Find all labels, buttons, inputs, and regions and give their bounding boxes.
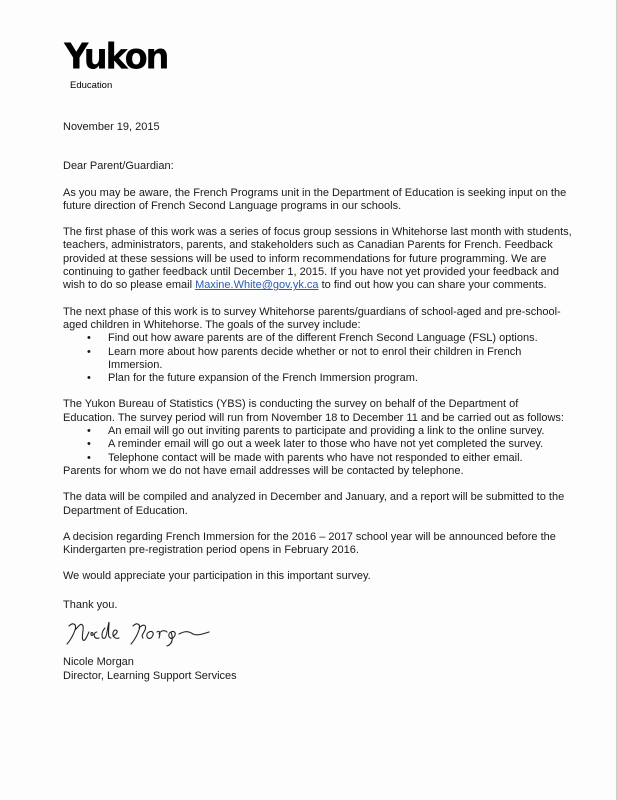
yukon-education-logo xyxy=(64,36,174,96)
paragraph-first-phase xyxy=(63,226,573,292)
email-link[interactable]: Maxine.White@gov.yk.ca xyxy=(195,279,319,292)
list-item: • Learn more about how parents decide whether or not to enrol their children in French Immersion. xyxy=(63,346,573,373)
list-item: • Find out how aware parents are of the different French Second Language (FSL) options. xyxy=(63,332,573,345)
closing: Thank you. xyxy=(63,599,118,611)
list-item: • Telephone contact will be made with parents who have not responded to either email. xyxy=(63,452,573,465)
list-item: • Plan for the future expansion of the French Immersion program. xyxy=(63,372,573,385)
sender-title: Director, Learning Support Services xyxy=(63,670,237,682)
logo-wordmark: Yukon xyxy=(64,36,168,78)
letter-date: November 19, 2015 xyxy=(63,121,160,133)
handwritten-signature xyxy=(63,612,213,648)
list-item: • An email will go out inviting parents to participate and providing a link to the online survey. xyxy=(63,425,573,438)
list-item: • A reminder email will go out a week later to those who have not yet completed the survey. xyxy=(63,438,573,451)
sender-name: Nicole Morgan xyxy=(63,656,134,668)
paragraph-telephone-note: Parents for whom we do not have email addresses will be contacted by telephone. xyxy=(63,464,464,477)
logo-subtitle: Education xyxy=(70,80,113,91)
paragraph-first-phase-end: to find out how you can share your comments. xyxy=(318,279,547,292)
paragraph-intro: As you may be aware, the French Programs unit in the Department of Education is seeking input on the future direction of French Second Language programs in our schools. xyxy=(63,186,567,212)
salutation: Dear Parent/Guardian: xyxy=(63,160,174,173)
paragraph-decision: A decision regarding French Immersion for the 2016 – 2017 school year will be announced before the Kindergarten pre-registration period opens in February 2016. xyxy=(63,530,556,557)
paragraph-data: The data will be compiled and analyzed in December and January, and a report will be submitted to the Department of Education. xyxy=(63,491,565,517)
paragraph-appreciation: We would appreciate your participation in this important survey. xyxy=(63,570,371,583)
paragraph-next-phase: The next phase of this work is to survey Whitehorse parents/guardians of school-aged and pre-school-aged children in Whitehorse. The goals of the survey include: xyxy=(63,305,561,331)
survey-goals-list xyxy=(63,332,573,385)
survey-steps-list xyxy=(63,425,573,465)
paragraph-ybs: The Yukon Bureau of Statistics (YBS) is conducting the survey on behalf of the Department of Education. The survey period will run from November 18 to December 11 and be carried out as follows: xyxy=(63,398,564,424)
letter-body xyxy=(63,121,573,584)
paragraph-first-phase-text: The first phase of this work was a series of focus group sessions in Whitehorse last month with students, teachers, administrators, parents, and stakeholders such as Canadian Parents for French. Feedback provided at these sessions will be used to inform recommendations for future programming. We are continuing to gather feedback until December 1, 2015. If you have not yet provided your feedback and wish to do so please email xyxy=(63,226,572,292)
